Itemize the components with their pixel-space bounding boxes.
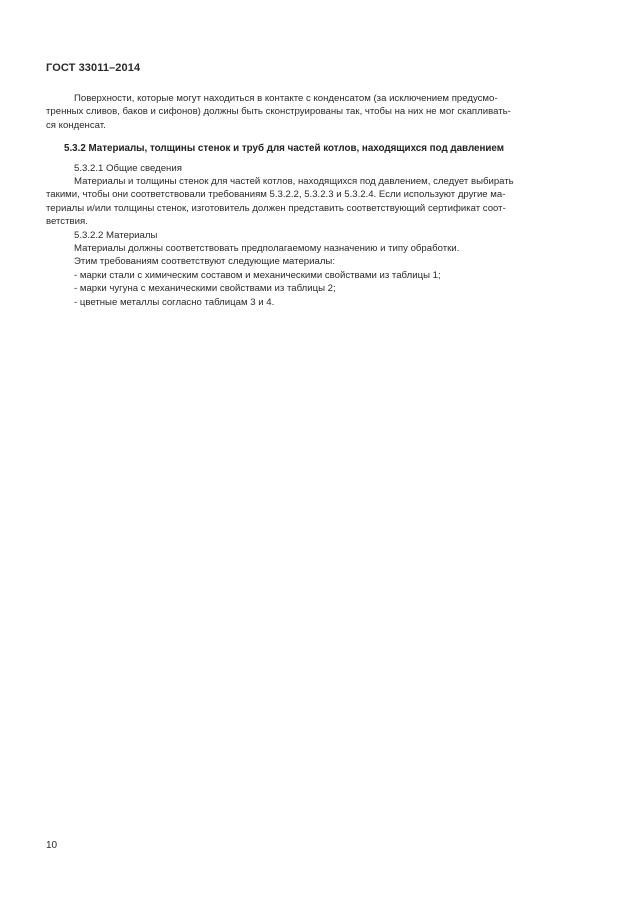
intro-paragraph xyxy=(46,92,584,132)
text-line: Материалы должны соответствовать предполагаемому назначению и типу обработки. xyxy=(74,243,460,255)
text-line: Поверхности, которые могут находиться в контакте с конденсатом (за исключением предусмо- xyxy=(74,93,498,104)
list-item: - марки чугуна с механическими свойствами из таблицы 2; xyxy=(74,283,336,295)
text-line: Этим требованиям соответствуют следующие материалы: xyxy=(74,256,335,268)
text-line: Материалы и толщины стенок для частей котлов, находящихся под давлением, следует выбирать xyxy=(74,176,514,188)
text-line: такими, чтобы они соответствовали требованиям 5.3.2.2, 5.3.2.3 и 5.3.2.4. Если используют другие ма- xyxy=(46,189,506,201)
subsection-title: 5.3.2.2 Материалы xyxy=(74,229,158,241)
document-code: ГОСТ 33011–2014 xyxy=(46,62,141,74)
subsection-materials xyxy=(46,229,584,309)
text-line: ся конденсат. xyxy=(46,119,106,131)
subsection-general xyxy=(46,162,584,229)
page-number: 10 xyxy=(46,840,58,851)
list-item: - марки стали с химическим составом и механическими свойствами из таблицы 1; xyxy=(74,269,441,281)
text-line: тренных сливов, баков и сифонов) должны быть сконструированы так, чтобы на них не мог скапливать- xyxy=(46,106,511,118)
section-heading: 5.3.2 Материалы, толщины стенок и труб для частей котлов, находящихся под давлением xyxy=(64,143,504,155)
text-line: ветствия. xyxy=(46,216,88,228)
document-body xyxy=(46,92,584,309)
list-item: - цветные металлы согласно таблицам 3 и 4. xyxy=(74,296,275,308)
subsection-title: 5.3.2.1 Общие сведения xyxy=(74,162,182,174)
text-line: териалы и/или толщины стенок, изготовитель должен представить соответствующий сертификат соот- xyxy=(46,202,506,214)
